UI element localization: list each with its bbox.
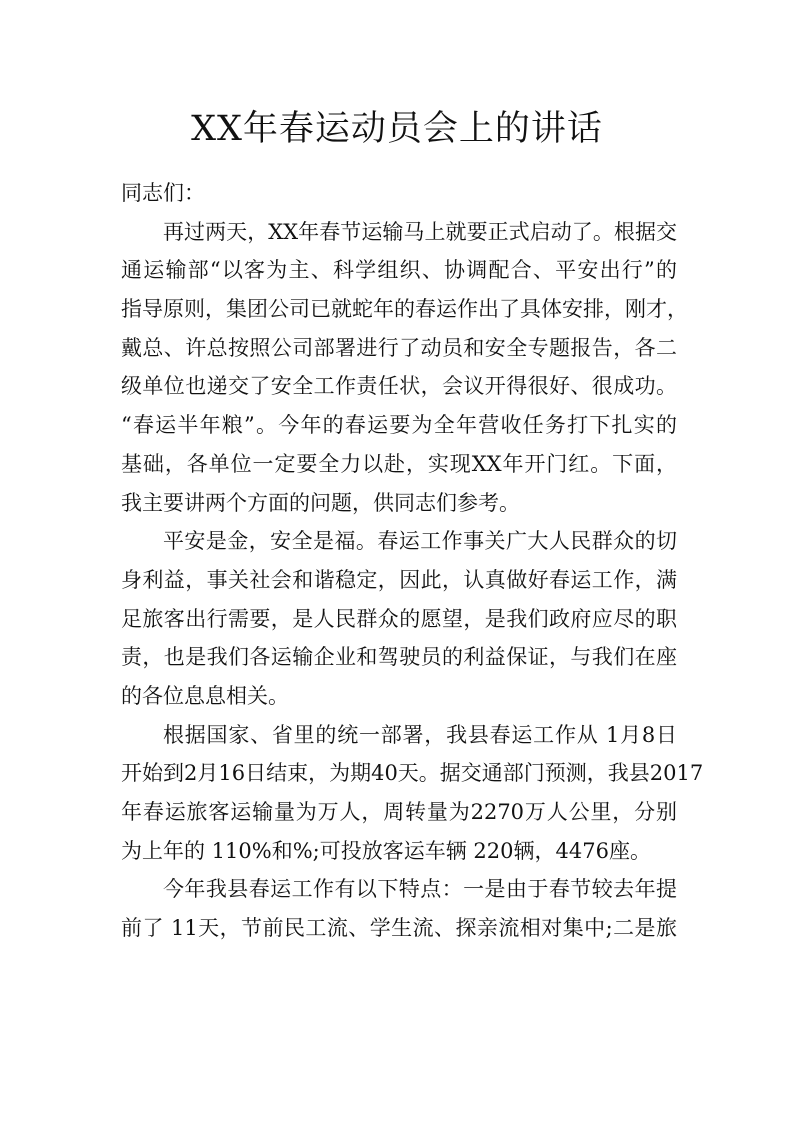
paragraph-line: 我主要讲两个方面的问题，供同志们参考。 [121, 490, 520, 515]
paragraph-line: “春运半年粮”。今年的春运要为全年营收任务打下扎实的 [121, 413, 677, 438]
paragraph-line: 级单位也递交了安全工作责任状，会议开得很好、很成功。 [121, 374, 677, 399]
paragraph-line: 责，也是我们各运输企业和驾驶员的利益保证，与我们在座 [121, 645, 677, 670]
salutation-line: 同志们： [121, 181, 205, 205]
paragraph-line: 身利益，事关社会和谐稳定，因此，认真做好春运工作，满 [121, 567, 677, 592]
paragraph-line: 足旅客出行需要，是人民群众的愿望，是我们政府应尽的职 [121, 606, 677, 631]
paragraph-line: 根据国家、省里的统一部署，我县春运工作从 1月8日 [163, 722, 677, 747]
document-body [121, 174, 704, 948]
document-title: XX年春运动员会上的讲话 [191, 109, 603, 149]
paragraph-line: 的各位息息相关。 [121, 683, 289, 708]
paragraph-line: 戴总、许总按照公司部署进行了动员和安全专题报告，各二 [121, 335, 677, 360]
paragraph-line: 平安是金，安全是福。春运工作事关广大人民群众的切 [163, 529, 677, 554]
paragraph-line: 基础，各单位一定要全力以赴，实现XX年开门红。下面， [121, 451, 677, 476]
paragraph-line: 通运输部“以客为主、科学组织、协调配合、平安出行”的 [121, 258, 677, 283]
paragraph-line: 今年我县春运工作有以下特点：一是由于春节较去年提 [163, 877, 677, 902]
paragraph-line: 再过两天，XX年春节运输马上就要正式启动了。根据交 [163, 219, 677, 244]
paragraph-line: 为上年的 110%和%;可投放客运车辆 220辆，4476座。 [121, 838, 651, 863]
paragraph-line: 开始到2月16日结束，为期40天。据交通部门预测，我县2017 [121, 761, 704, 786]
paragraph-line: 年春运旅客运输量为万人，周转量为2270万人公里，分别 [121, 800, 677, 824]
paragraph-line: 前了 11天，节前民工流、学生流、探亲流相对集中;二是旅 [121, 916, 677, 941]
paragraph-line: 指导原则，集团公司已就蛇年的春运作出了具体安排，刚才， [121, 297, 688, 322]
